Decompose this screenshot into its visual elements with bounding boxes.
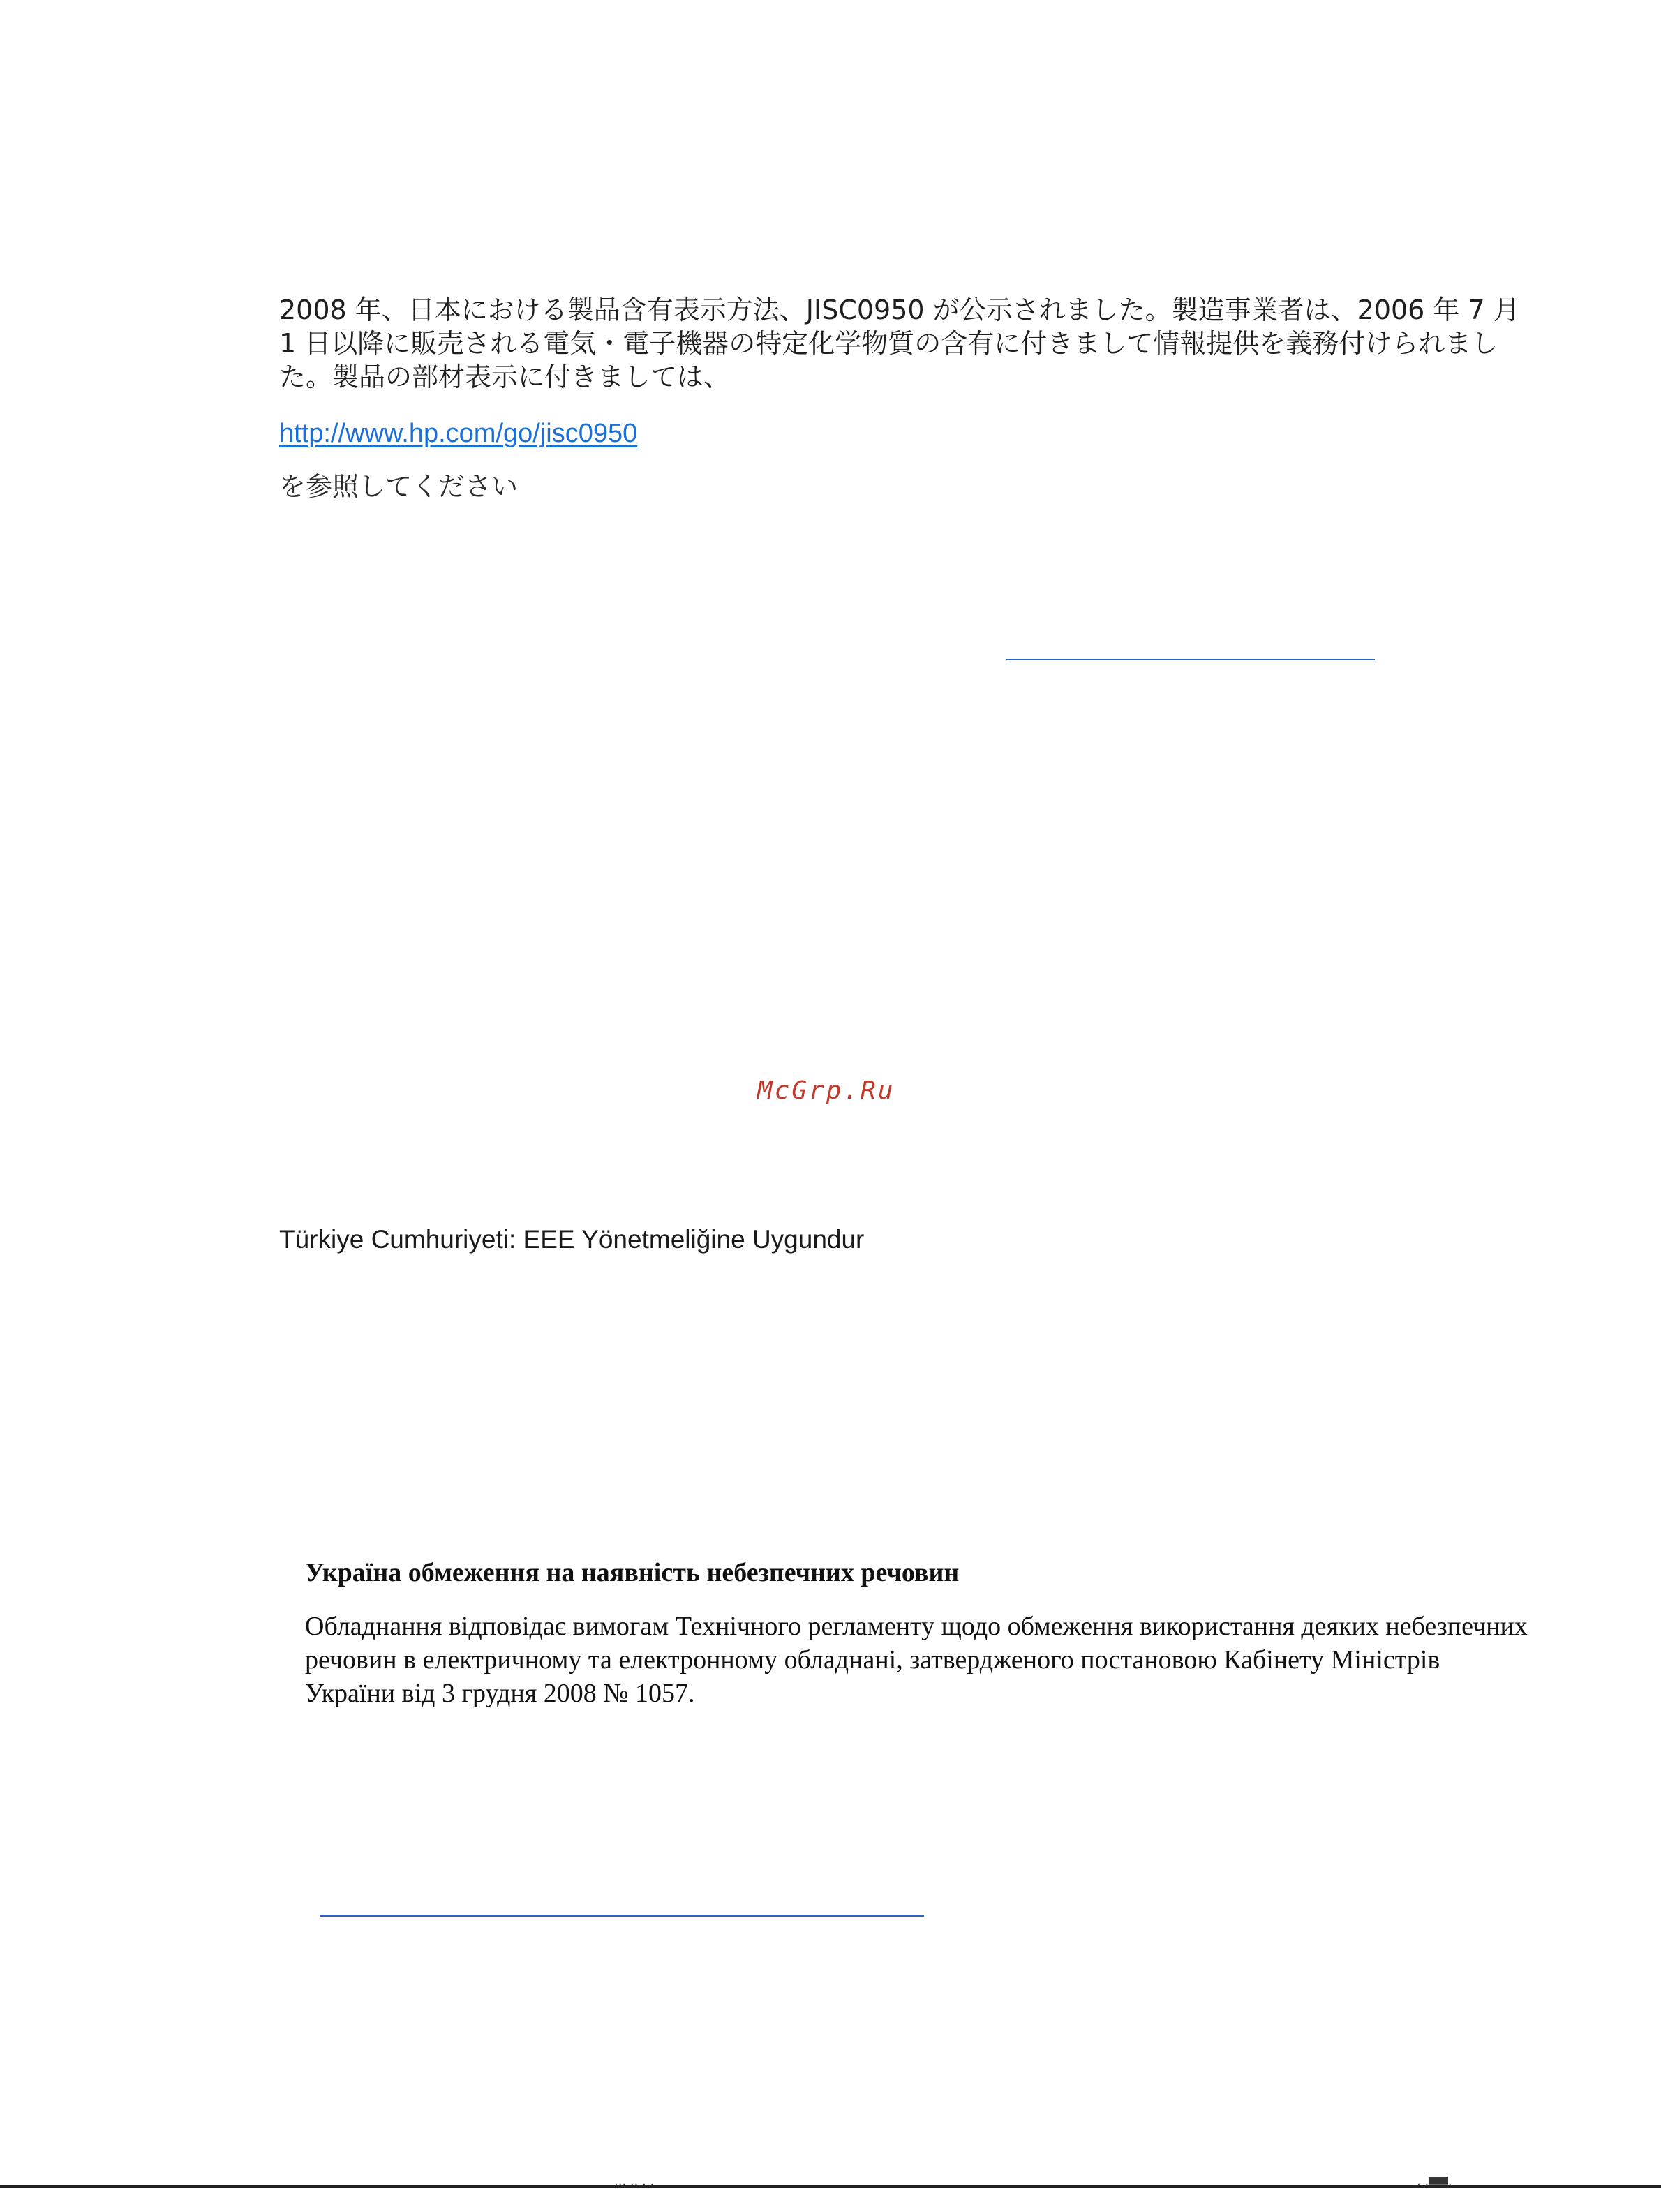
ukraine-body: Обладнання відповідає вимогам Технічного регламенту щодо обмеження використання деяких небезпечних речовин в електричному та електронному обладнані, затвердженого постановою Кабінету Міністрів України від 3 грудня 2008 № 1057.: [305, 1612, 1528, 1708]
blue-divider-line: [1006, 659, 1375, 660]
watermark: McGrp.Ru: [757, 1076, 895, 1105]
footer-artifact: ··· ·· · ·: [614, 2178, 655, 2192]
blue-divider-line: [320, 1915, 924, 1917]
japan-paragraph: 2008 年、日本における製品含有表示方法、JISC0950 が公示されました。製造事業者は、2006 年 7 月 1 日以降に販売される電気・電子機器の特定化学物質の含有に付きまして情報提供を義務付けられました。製品の部材表示に付きましては、: [279, 295, 1520, 392]
footer-artifact: · ·▀▀·: [1417, 2178, 1452, 2192]
japan-see-reference: を参照してください: [279, 471, 519, 502]
turkey-eee-statement: Türkiye Cumhuriyeti: EEE Yönetmeliğine Uygundur: [279, 1225, 865, 1254]
jisc0950-link[interactable]: http://www.hp.com/go/jisc0950: [279, 419, 638, 448]
ukraine-heading: Україна обмеження на наявність небезпечних речовин: [305, 1558, 960, 1587]
footer-rule: [0, 2185, 1661, 2188]
